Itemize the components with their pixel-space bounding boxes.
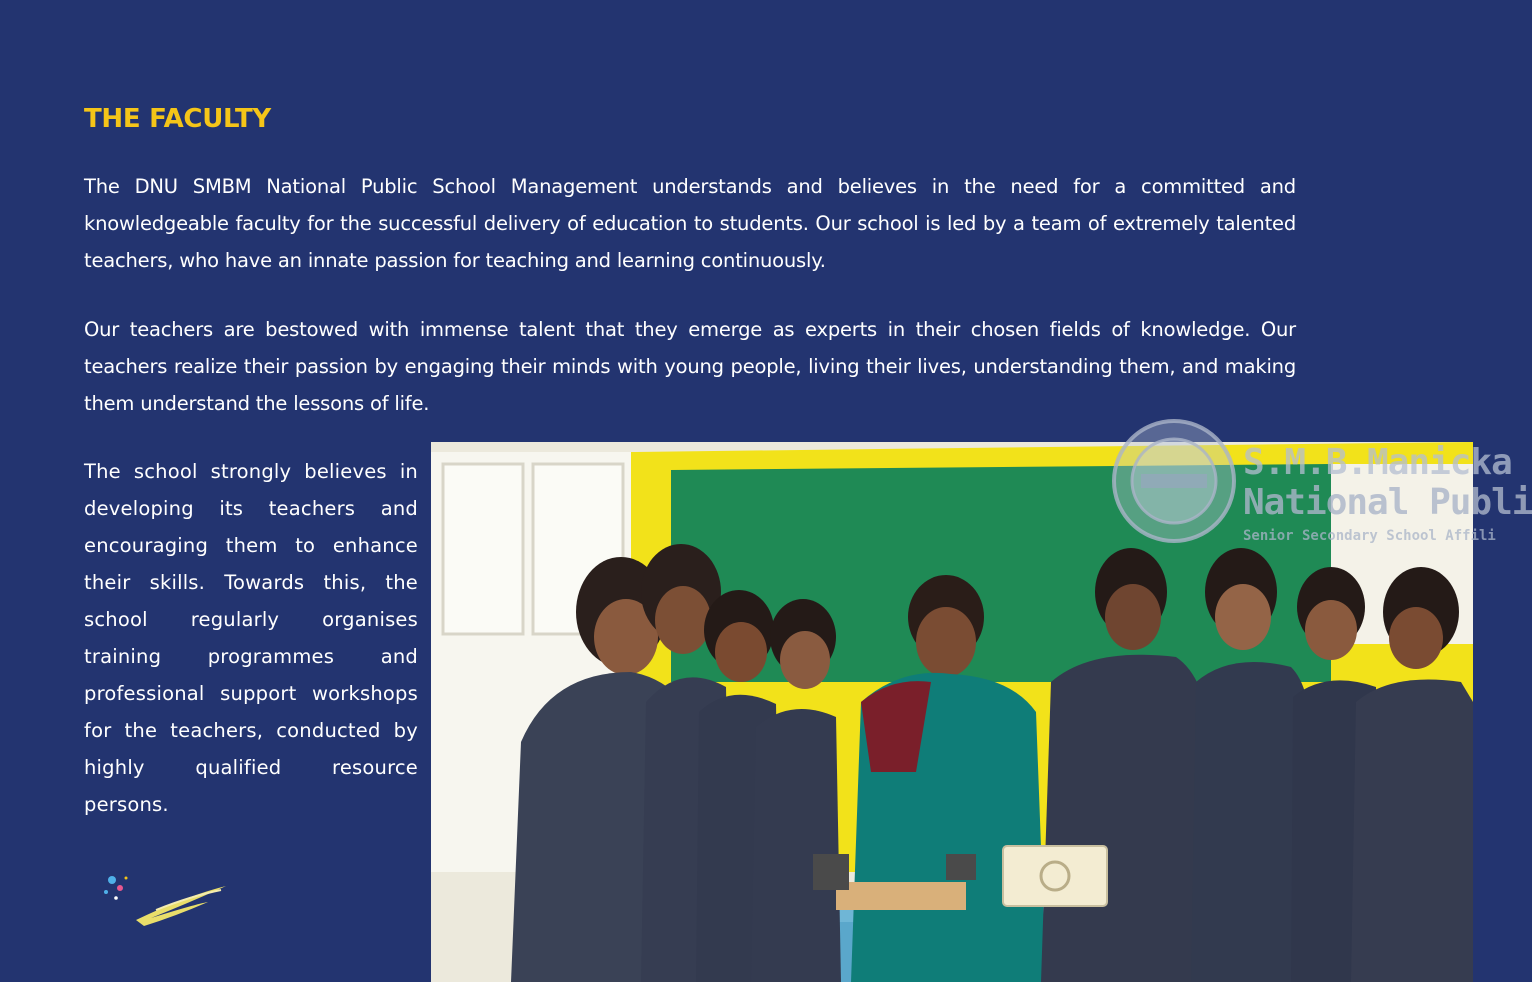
watermark-school-name: S.M.B.Manicka [1243,442,1512,483]
development-paragraph: The school strongly believes in developing its teachers and encouraging them to enhance their skills. Towards this, the school regularly organises training programmes and professional support workshops for the teachers, conducted by highly qualified resource persons. [84,460,418,816]
wooden-board [836,882,966,910]
students-right [1041,548,1473,982]
classroom-scene [431,442,1473,982]
intro-paragraph: The DNU SMBM National Public School Management understands and believes in the need for a committed and knowledgeable faculty for the successful delivery of education to students. Our school is led by a team of extremely talented teachers, who have an innate passion for teaching and learning continuously. [84,175,1296,272]
teachers-paragraph: Our teachers are bestowed with immense talent that they emerge as experts in their chosen fields of knowledge. Our teachers realize their passion by engaging their minds with young people, living their lives, understanding them, and making them understand the lessons of life. [84,318,1296,415]
power-supply-box [1003,846,1107,906]
decorative-brush-icon [96,868,236,938]
watermark-school-name-line2: National Publi [1243,482,1532,523]
classroom-photo [431,442,1532,982]
section-heading: THE FACULTY [84,104,271,134]
school-seal-watermark [1111,418,1237,544]
watermark-affiliation: Senior Secondary School Affili [1243,528,1496,544]
